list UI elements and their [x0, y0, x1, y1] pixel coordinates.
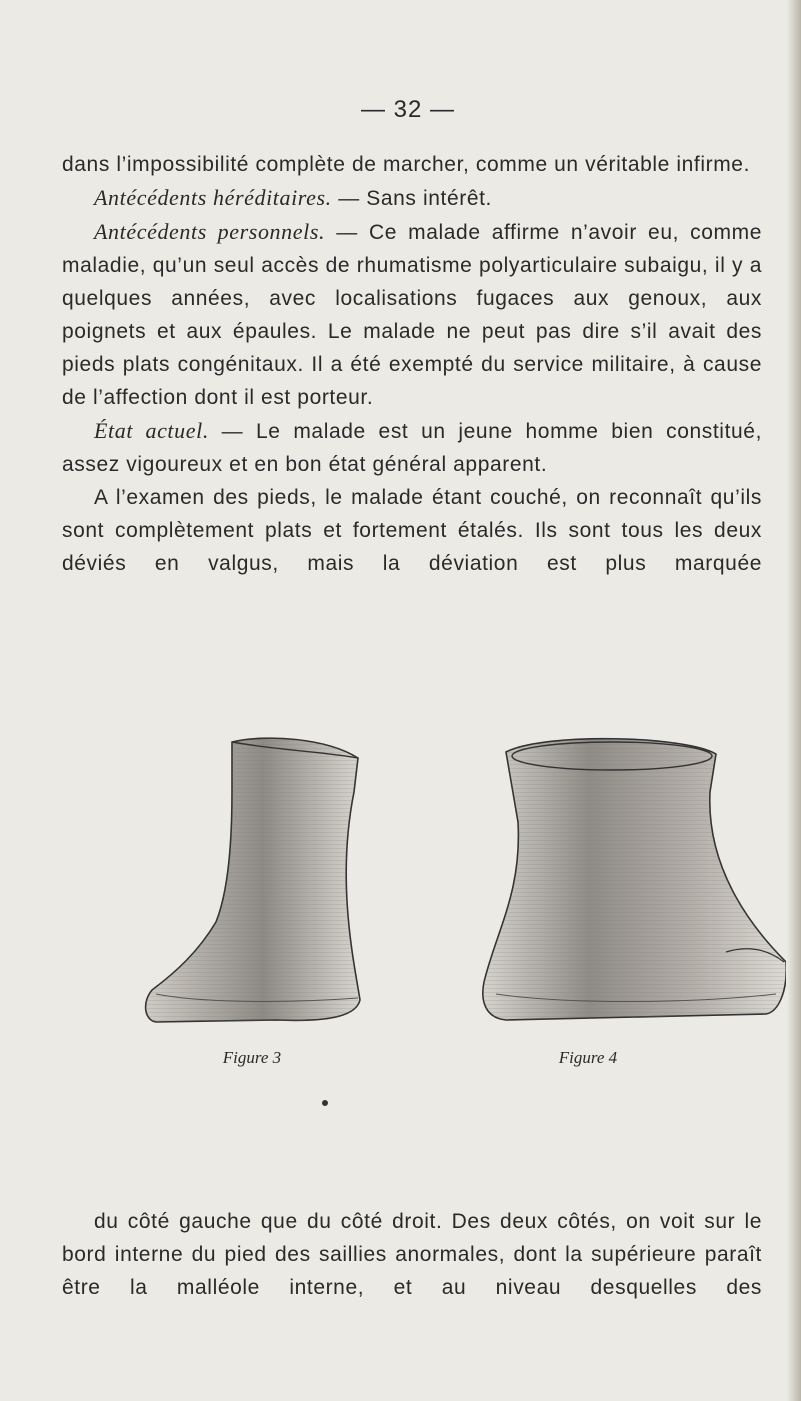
heading-hereditary: Antécédents héréditaires. [94, 185, 332, 210]
figure-4-illustration [466, 732, 786, 1032]
paragraph-4 [62, 414, 762, 481]
paragraph-2 [62, 181, 762, 215]
paragraph-5: A l’examen des pieds, le malade étant couché, on reconnaît qu’ils sont complètement plats et fortement étalés. Ils sont tous les deux déviés en valgus, mais la déviation est plus marquée [62, 486, 762, 575]
paragraph-3-text: — Ce malade affirme n’avoir eu, comme maladie, qu’un seul accès de rhumatisme polyarticulaire subaigu, il y a quelques années, avec localisations fugaces aux genoux, aux poignets et aux épaules. Le malade ne peut pas dire s’il avait des pieds plats congénitaux. Il a été exempté du service militaire, à cause de l’affection dont il est porteur. [62, 221, 762, 409]
paragraph-2-text: — Sans intérêt. [331, 187, 492, 210]
ink-dot [322, 1100, 328, 1106]
heading-personal: Antécédents personnels. [94, 219, 326, 244]
page-number: — 32 — [360, 96, 456, 123]
paragraph-3 [62, 215, 762, 414]
paragraph-4-text: — Le malade est un jeune homme bien constitué, assez vigoureux et en bon état général apparent. [62, 420, 763, 476]
figure-3-caption: Figure 3 [222, 1048, 282, 1067]
page-edge-shadow [787, 0, 801, 1401]
bottom-text-block [62, 1205, 762, 1304]
top-text-block [62, 148, 762, 580]
paragraph-1: dans l’impossibilité complète de marcher, comme un véritable infirme. [62, 153, 751, 176]
figure-4-caption: Figure 4 [558, 1048, 618, 1067]
figure-3-illustration [136, 732, 456, 1032]
heading-current-state: État actuel. [94, 418, 209, 443]
paragraph-continuation: du côté gauche que du côté droit. Des deux côtés, on voit sur le bord interne du pied des saillies anormales, dont la supérieure paraît être la malléole interne, et au niveau desquelles des [62, 1210, 762, 1299]
